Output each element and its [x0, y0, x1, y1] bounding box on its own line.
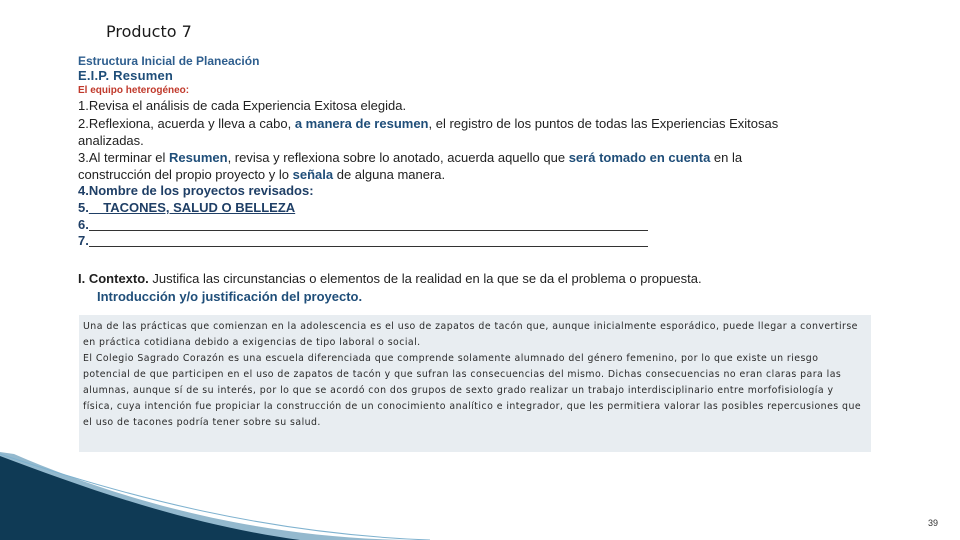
introduction-heading: Introducción y/o justificación del proyecto. [97, 289, 363, 304]
wave-decoration [0, 450, 960, 540]
context-marker: I. [78, 271, 89, 286]
step-3-text: 3.Al terminar el [78, 150, 170, 165]
step-3-highlight-marks: señala [292, 167, 334, 182]
summary-heading: E.I.P. Resumen [78, 68, 174, 83]
context-description: Justifica las circunstancias o elementos de la realidad en la que se da el problema o propuesta. [148, 271, 702, 286]
item-4-projects-reviewed: 4.Nombre de los proyectos revisados: [78, 183, 314, 198]
step-2-text-end: , el registro de los puntos de todas las Experiencias Exitosas [428, 116, 779, 131]
context-text-box [79, 315, 871, 452]
step-3-text-end: en la [710, 150, 743, 165]
item-6-blank-line [89, 218, 648, 231]
item-5 [78, 200, 319, 215]
item-7-number: 7. [78, 233, 89, 248]
context-text [83, 319, 863, 431]
item-6-number: 6. [78, 217, 89, 232]
step-2-text: 2.Reflexiona, acuerda y lleva a cabo, [78, 116, 295, 131]
context-paragraph-2: El Colegio Sagrado Corazón es una escuela diferenciada que comprende solamente alumnado del género femenino, por lo que existe un riesgo potencial de que participen en el uso de zapatos de tacón y que sufran las consecuencias del mismo. Dichas consecuencias no eran claras para las alumnas, aunque sí de su interés, por lo que se acordó con dos grupos de sexto grado realizar un trabajo interdisciplinario entre morfofisiología y física, cuya intención fue propiciar la construcción de un conocimiento analítico e integrador, que les permitiera valorar las posibles repercusiones que el uso de tacones podría tener sobre su salud. [83, 353, 862, 428]
step-3 [78, 150, 742, 165]
step-2-highlight: a manera de resumen [294, 116, 429, 131]
team-label: El equipo heterogéneo: [78, 85, 190, 96]
item-5-number: 5. [78, 200, 89, 215]
page-number: 39 [927, 518, 938, 528]
slide-title: Producto 7 [106, 22, 192, 41]
item-7-blank-line [89, 234, 648, 247]
context-line [78, 271, 702, 286]
step-3-highlight-considered: será tomado en cuenta [568, 150, 711, 165]
step-1: 1.Revisa el análisis de cada Experiencia Exitosa elegida. [78, 98, 407, 113]
step-3-line2-end: de alguna manera. [333, 167, 446, 182]
item-7 [78, 233, 648, 248]
item-5-project-name: TACONES, SALUD O BELLEZA [88, 200, 296, 215]
step-3-line2-text: construcción del propio proyecto y lo [78, 167, 293, 182]
step-2 [78, 116, 778, 131]
step-3-highlight-summary: Resumen [169, 150, 228, 165]
item-6 [78, 217, 648, 232]
context-paragraph-1: Una de las prácticas que comienzan en la adolescencia es el uso de zapatos de tacón que, aunque inicialmente esporádico, puede llegar a convertirse en práctica cotidiana debido a exigencias de tipo laboral o social. [83, 321, 858, 348]
step-2-continuation: analizadas. [78, 133, 144, 148]
step-3-text-mid: , revisa y reflexiona sobre lo anotado, acuerda aquello que [227, 150, 569, 165]
planning-heading: Estructura Inicial de Planeación [78, 54, 260, 68]
step-3-continuation [78, 167, 445, 182]
context-label: Contexto. [88, 271, 149, 286]
